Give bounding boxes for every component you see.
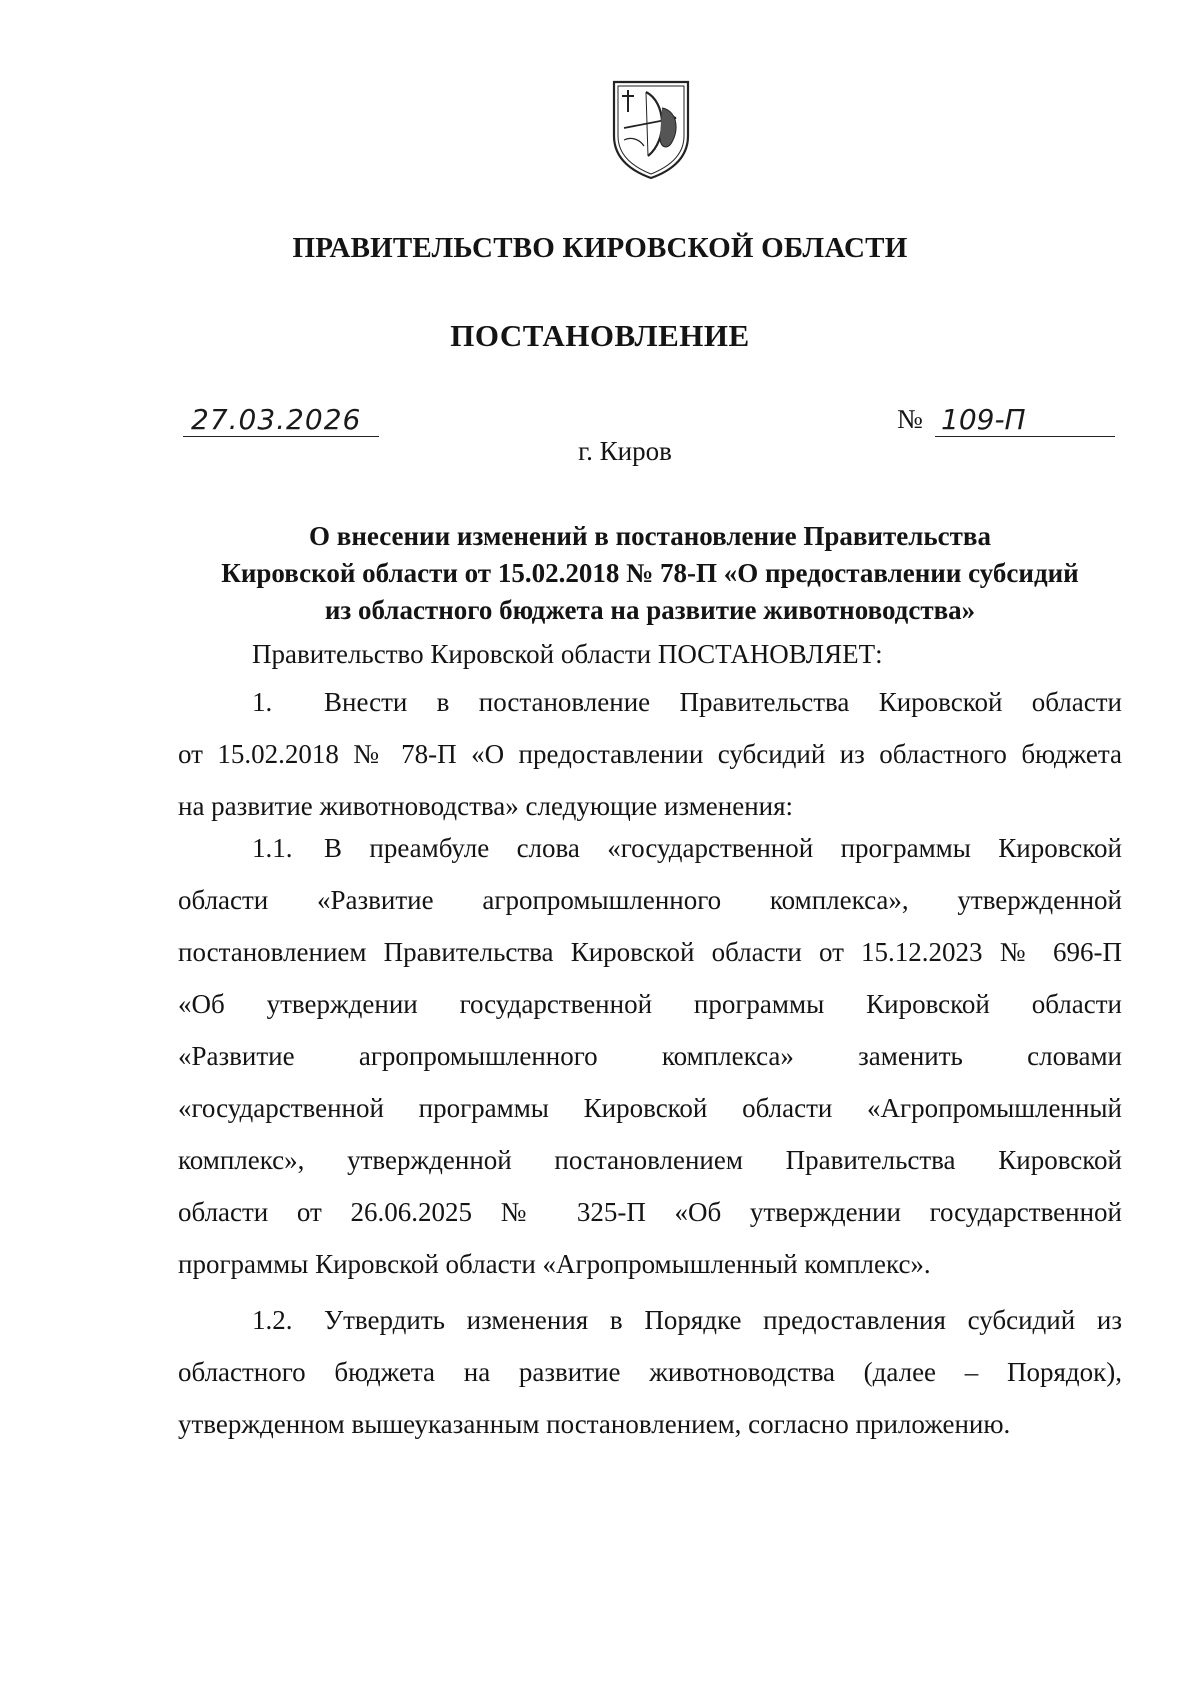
paragraph-text: Внести в постановление Правительства Кировской области [324,687,1122,717]
paragraph-line: «Об утверждении государственной программы Кировской области [178,989,1122,1019]
paragraph-line: утвержденном вышеуказанным постановлением, согласно приложению. [178,1409,1011,1439]
paragraph-number: 1. [252,687,273,717]
paragraph-line: от 15.02.2018 № 78-П «О предоставлении субсидий из областного бюджета [178,739,1122,769]
date-field [183,402,379,437]
handwritten-date: 27.03.2026 [191,403,362,436]
paragraph-line: программы Кировской области «Агропромышленный комплекс». [178,1249,931,1279]
intro-paragraph [178,628,1122,680]
paragraph-line: области «Развитие агропромышленного комплекса», утвержденной [178,885,1122,915]
paragraph-number: 1.2. [252,1305,293,1335]
paragraph-line: на развитие животноводства» следующие изменения: [178,791,794,821]
paragraph-line: области от 26.06.2025 № 325-П «Об утверждении государственной [178,1197,1122,1227]
paragraph-1 [178,676,1122,832]
paragraph-line: постановлением Правительства Кировской области от 15.12.2023 № 696-П [178,937,1122,967]
paragraph-number: 1.1. [252,833,293,863]
paragraph-line: «государственной программы Кировской области «Агропромышленный [178,1093,1122,1123]
paragraph-text: Утвердить изменения в Порядке предоставления субсидий из [324,1305,1122,1335]
coat-of-arms-icon [610,78,692,180]
paragraph-line: комплекс», утвержденной постановлением Правительства Кировской [178,1145,1122,1175]
paragraph-1-1 [178,822,1122,1290]
document-subject [180,518,1120,629]
government-title: ПРАВИТЕЛЬСТВО КИРОВСКОЙ ОБЛАСТИ [292,232,908,264]
subject-line: О внесении изменений в постановление Правительства [309,521,991,551]
subject-line: из областного бюджета на развитие животноводства» [324,595,976,625]
handwritten-number: 109-П [941,403,1026,436]
paragraph-line: «Развитие агропромышленного комплекса» заменить словами [178,1041,1122,1071]
intro-text: Правительство Кировской области ПОСТАНОВЛЯЕТ: [252,639,883,669]
number-field [935,404,1115,437]
paragraph-line [178,822,1122,874]
paragraph-text: В преамбуле слова «государственной программы Кировской [324,833,1122,863]
paragraph-line: областного бюджета на развитие животноводства (далее – Порядок), [178,1357,1122,1387]
subject-line: Кировской области от 15.02.2018 № 78-П «О предоставлении субсидий [221,558,1079,588]
paragraph-1-2 [178,1294,1122,1450]
number-sign: № [897,404,923,434]
paragraph-line [178,1294,1122,1346]
city: г. Киров [578,436,672,466]
paragraph-line [178,676,1122,728]
document-type: ПОСТАНОВЛЕНИЕ [450,318,750,353]
